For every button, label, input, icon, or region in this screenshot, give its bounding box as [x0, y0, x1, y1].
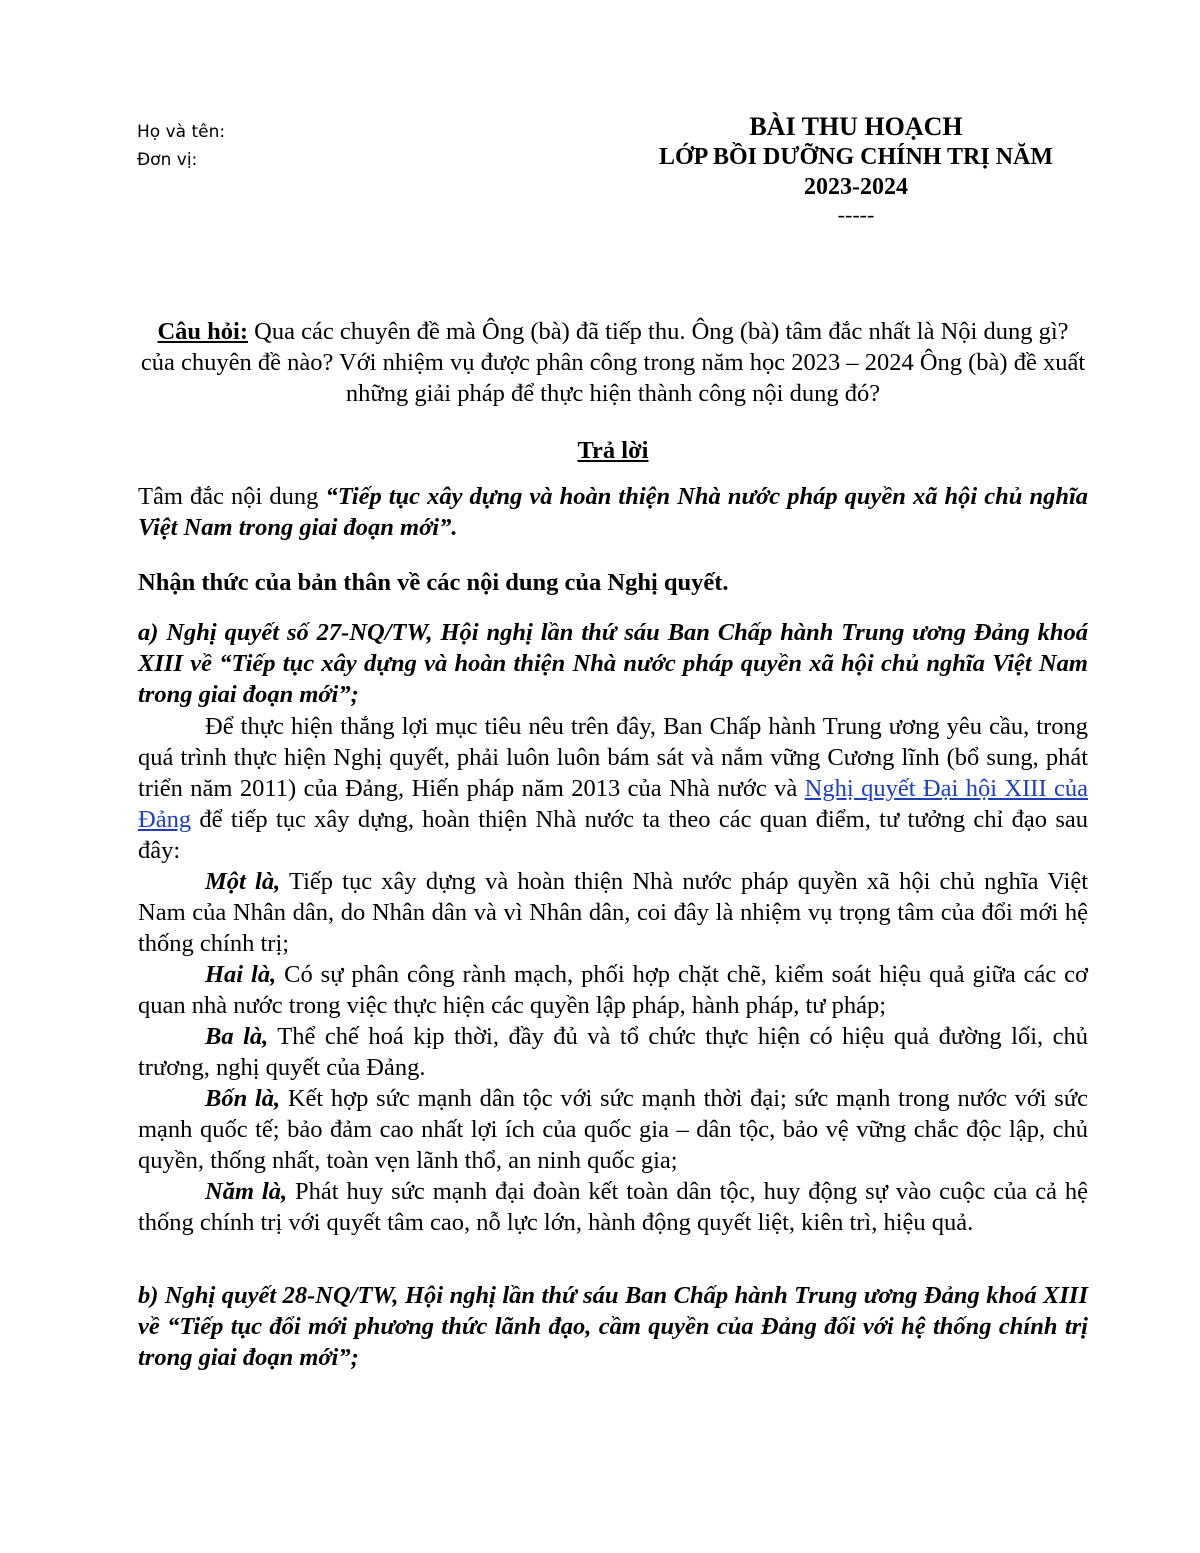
title-dash: ----- [837, 202, 875, 227]
question-text: Qua các chuyên đề mà Ông (bà) đã tiếp thu. Ông (bà) tâm đắc nhất là Nội dung gì? của chuyên đề nào? Với nhiệm vụ được phân công trong năm học 2023 – 2024 Ông (bà) đề xuất những giải pháp để thực hiện thành công nội dung đó? [140, 318, 1086, 407]
body-intro [138, 711, 1088, 866]
point-text: Có sự phân công rành mạch, phối hợp chặt chẽ, kiểm soát hiệu quả giữa các cơ quan nhà nước trong việc thực hiện các quyền lập pháp, hành pháp, tư pháp; [138, 961, 1089, 1019]
title-line-3: 2023-2024 [804, 174, 908, 200]
point-1 [138, 866, 1088, 959]
section-a-heading: a) Nghị quyết số 27-NQ/TW, Hội nghị lần thứ sáu Ban Chấp hành Trung ương Đảng khoá XIII về “Tiếp tục xây dựng và hoàn thiện Nhà nước pháp quyền xã hội chủ nghĩa Việt Nam trong giai đoạn mới”; [138, 619, 1088, 708]
title-line-1: BÀI THU HOẠCH [749, 112, 963, 141]
question [138, 316, 1088, 409]
resolution-link[interactable]: Nghị quyết Đại hội XIII của Đảng [138, 775, 1089, 833]
answer-heading: Trả lời [577, 437, 649, 464]
intro-quote: “Tiếp tục xây dựng và hoàn thiện Nhà nước pháp quyền xã hội chủ nghĩa Việt Nam trong giai đoạn mới”. [138, 483, 1089, 541]
point-lead: Bốn là, [205, 1085, 281, 1112]
point-text: Kết hợp sức mạnh dân tộc với sức mạnh thời đại; sức mạnh trong nước với sức mạnh quốc tế; bảo đảm cao nhất lợi ích của quốc gia – dân tộc, bảo vệ vững chắc độc lập, chủ quyền, thống nhất, toàn vẹn lãnh thổ, an ninh quốc gia; [138, 1085, 1088, 1174]
point-3 [138, 1021, 1088, 1083]
point-lead: Ba là, [205, 1023, 269, 1050]
section-a-body [138, 711, 1088, 1238]
unit-label: Đơn vị: [137, 150, 198, 170]
point-lead: Năm là, [205, 1178, 288, 1205]
point-lead: Một là, [205, 868, 281, 895]
point-2 [138, 959, 1088, 1021]
point-text: Thể chế hoá kịp thời, đầy đủ và tổ chức thực hiện có hiệu quả đường lối, chủ trương, nghị quyết của Đảng. [138, 1023, 1088, 1081]
intro-prefix: Tâm đắc nội dung [138, 483, 326, 510]
title-line-2: LỚP BỒI DƯỠNG CHÍNH TRỊ NĂM [658, 144, 1054, 170]
awareness-heading: Nhận thức của bản thân về các nội dung của Nghị quyết. [138, 569, 729, 596]
question-label: Câu hỏi: [157, 318, 249, 345]
body-intro-after: để tiếp tục xây dựng, hoàn thiện Nhà nước ta theo các quan điểm, tư tưởng chỉ đạo sau đây: [138, 806, 1088, 864]
header-title [608, 112, 1104, 228]
point-text: Phát huy sức mạnh đại đoàn kết toàn dân tộc, huy động sự vào cuộc của cả hệ thống chính trị với quyết tâm cao, nỗ lực lớn, hành động quyết liệt, kiên trì, hiệu quả. [138, 1178, 1088, 1236]
point-4 [138, 1083, 1088, 1176]
point-5 [138, 1176, 1088, 1238]
body-intro-before: Để thực hiện thắng lợi mục tiêu nêu trên đây, Ban Chấp hành Trung ương yêu cầu, trong quá trình thực hiện Nghị quyết, phải luôn luôn bám sát và nắm vững Cương lĩnh (bổ sung, phát triển năm 2011) của Đảng, Hiến pháp năm 2013 của Nhà nước và [138, 713, 1088, 802]
point-text: Tiếp tục xây dựng và hoàn thiện Nhà nước pháp quyền xã hội chủ nghĩa Việt Nam của Nhân dân, do Nhân dân và vì Nhân dân, coi đây là nhiệm vụ trọng tâm của đổi mới hệ thống chính trị; [138, 868, 1089, 957]
point-lead: Hai là, [205, 961, 277, 988]
section-b-heading: b) Nghị quyết 28-NQ/TW, Hội nghị lần thứ sáu Ban Chấp hành Trung ương Đảng khoá XIII về “Tiếp tục đổi mới phương thức lãnh đạo, cầm quyền của Đảng đối với hệ thống chính trị trong giai đoạn mới”; [138, 1282, 1088, 1371]
intro-paragraph [138, 481, 1088, 543]
header-left [137, 118, 225, 174]
name-label: Họ và tên: [137, 122, 226, 142]
